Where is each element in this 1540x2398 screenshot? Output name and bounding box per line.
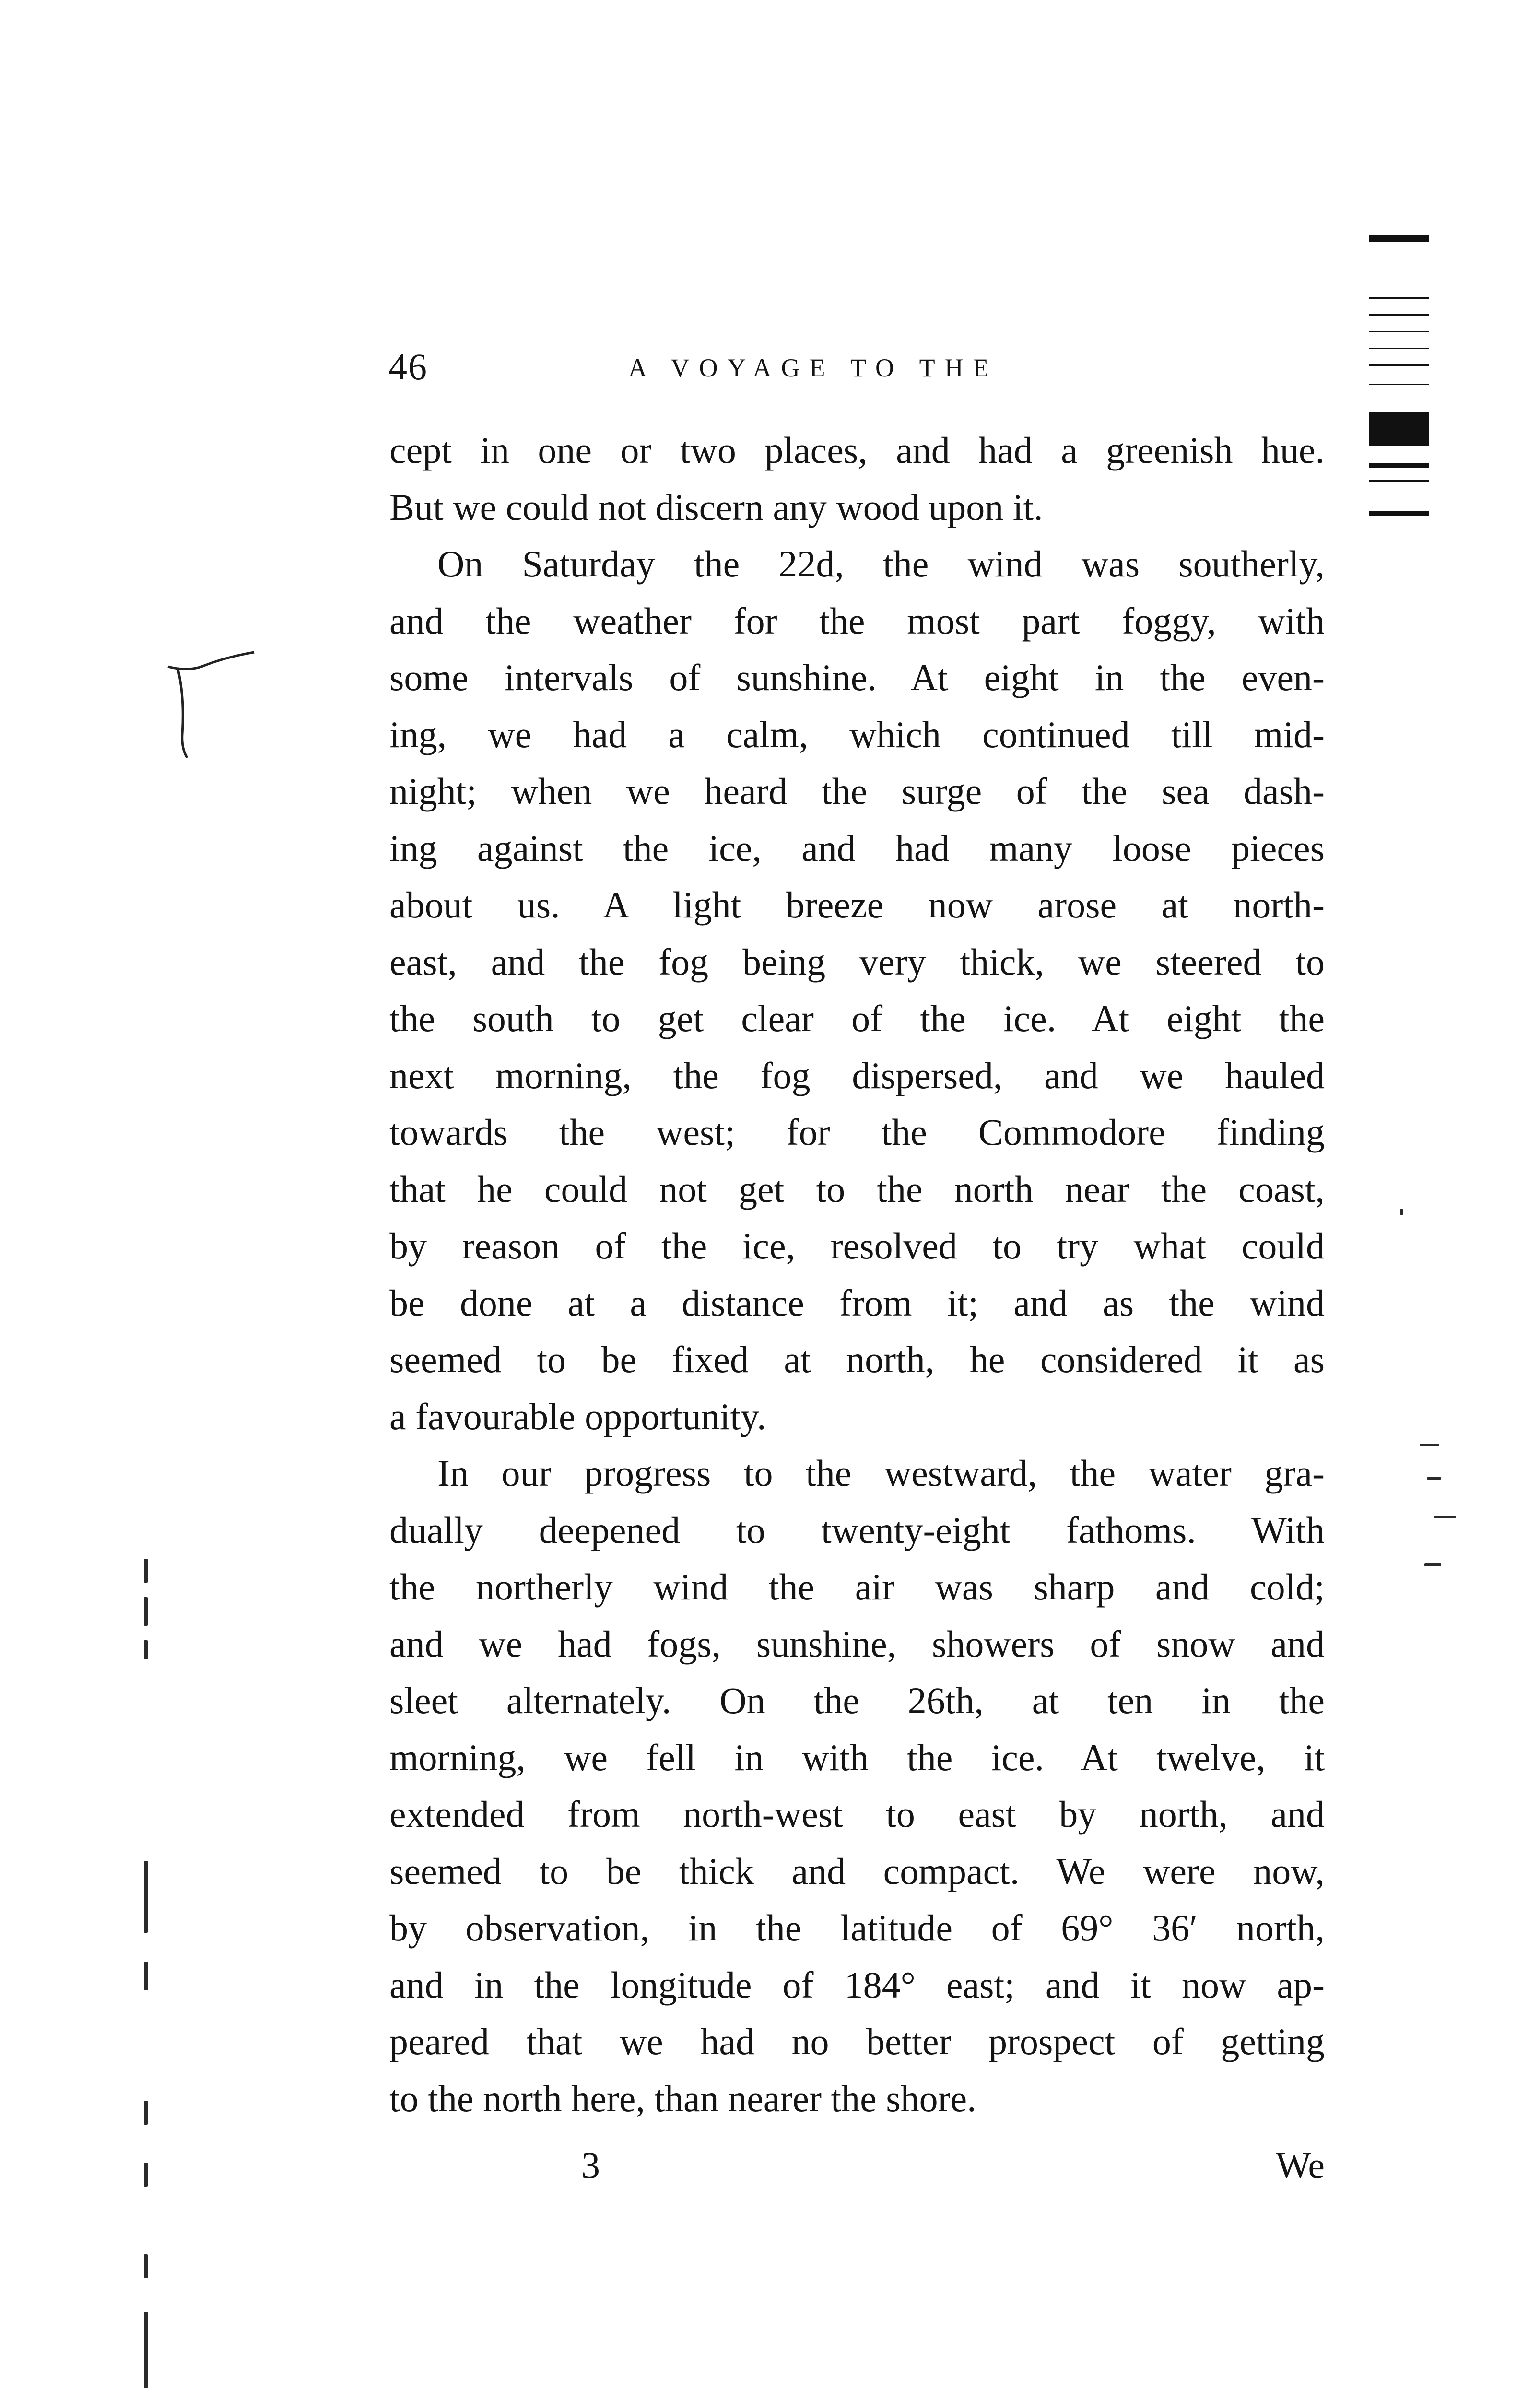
text-line: sleet alternately. On the 26th, at ten in the <box>389 1680 1325 1721</box>
margin-pen-mark <box>158 638 264 767</box>
text-line: the northerly wind the air was sharp and cold; <box>389 1566 1325 1608</box>
text-line: seemed to be fixed at north, he considered it as <box>389 1339 1325 1380</box>
text-line: the south to get clear of the ice. At eight the <box>389 998 1325 1039</box>
text-line: ing, we had a calm, which continued till mid- <box>389 713 1325 755</box>
text-line: extended from north-west to east by north, and <box>389 1793 1325 1835</box>
text-line: a favourable opportunity. <box>389 1395 766 1437</box>
text-line: and we had fogs, sunshine, showers of snow and <box>389 1622 1325 1665</box>
text-line: that he could not get to the north near the coast, <box>389 1168 1325 1210</box>
catchword: We <box>1276 2144 1325 2186</box>
page-number: 46 <box>388 346 428 388</box>
text-line: peared that we had no better prospect of getting <box>389 2021 1325 2062</box>
text-line: seemed to be thick and compact. We were now, <box>389 1850 1325 1892</box>
text-line: cept in one or two places, and had a greenish hue. <box>389 429 1325 471</box>
text-line: and the weather for the most part foggy, with <box>389 600 1325 642</box>
text-line: and in the longitude of 184° east; and it now ap- <box>389 1963 1325 2006</box>
text-line: by reason of the ice, resolved to try what could <box>389 1225 1325 1267</box>
text-line: to the north here, than nearer the shore. <box>389 2077 976 2119</box>
text-line: by observation, in the latitude of 69° 36′ north, <box>389 1907 1325 1949</box>
text-line: next morning, the fog dispersed, and we hauled <box>389 1054 1325 1096</box>
text-line: On Saturday the 22d, the wind was southerly, <box>437 543 1325 585</box>
text-line: be done at a distance from it; and as the wind <box>389 1281 1325 1324</box>
text-line: ing against the ice, and had many loose pieces <box>389 827 1325 869</box>
text-line: night; when we heard the surge of the sea dash- <box>389 770 1325 812</box>
text-line: morning, we fell in with the ice. At twelve, it <box>389 1736 1325 1778</box>
text-line: east, and the fog being very thick, we steered to <box>389 940 1325 983</box>
page-footer <box>389 2144 1325 2201</box>
text-line: some intervals of sunshine. At eight in the even- <box>389 657 1325 698</box>
signature-mark: 3 <box>581 2144 600 2186</box>
text-line: towards the west; for the Commodore finding <box>389 1111 1325 1153</box>
text-line: about us. A light breeze now arose at north- <box>389 884 1325 926</box>
body-text <box>389 422 1325 2127</box>
page-header <box>388 345 1319 398</box>
text-line: dually deepened to twenty-eight fathoms. With <box>389 1509 1325 1551</box>
running-head: A VOYAGE TO THE <box>628 353 999 382</box>
scan-ruler-bars <box>1369 235 1429 532</box>
text-line: In our progress to the westward, the water gra- <box>437 1452 1325 1494</box>
text-line: But we could not discern any wood upon it. <box>389 486 1043 528</box>
